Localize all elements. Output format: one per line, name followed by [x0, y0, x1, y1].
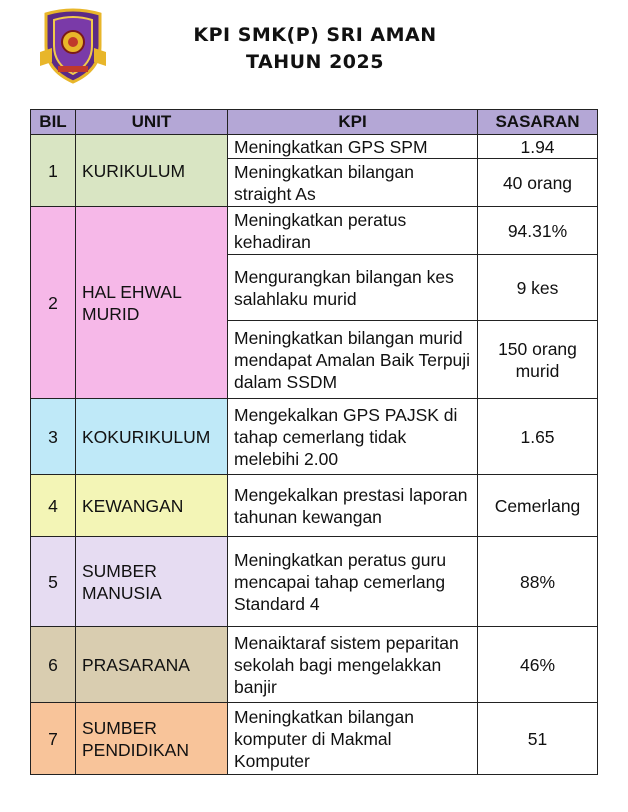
table-row: [31, 537, 598, 627]
school-crest-logo: [38, 8, 108, 84]
sasaran-cell: 1.94: [478, 135, 598, 159]
table-row: [31, 627, 598, 703]
sasaran-cell: 40 orang: [478, 159, 598, 207]
bil-cell: 4: [31, 475, 76, 537]
kpi-cell: Meningkatkan peratus guru mencapai tahap cemerlang Standard 4: [228, 537, 478, 627]
kpi-cell: Mengurangkan bilangan kes salahlaku murid: [228, 255, 478, 321]
bil-cell: 5: [31, 537, 76, 627]
column-header-kpi: KPI: [228, 110, 478, 135]
table-row: [31, 207, 598, 255]
sasaran-cell: 1.65: [478, 399, 598, 475]
sasaran-cell: 150 orang murid: [478, 321, 598, 399]
column-header-unit: UNIT: [76, 110, 228, 135]
sasaran-cell: Cemerlang: [478, 475, 598, 537]
sasaran-cell: 94.31%: [478, 207, 598, 255]
sasaran-cell: 9 kes: [478, 255, 598, 321]
table-row: [31, 475, 598, 537]
table-row: [31, 135, 598, 159]
bil-cell: 6: [31, 627, 76, 703]
kpi-cell: Mengekalkan GPS PAJSK di tahap cemerlang tidak melebihi 2.00: [228, 399, 478, 475]
kpi-cell: Mengekalkan prestasi laporan tahunan kewangan: [228, 475, 478, 537]
table-row: [31, 399, 598, 475]
column-header-bil: BIL: [31, 110, 76, 135]
unit-cell: KEWANGAN: [76, 475, 228, 537]
unit-cell: HAL EHWAL MURID: [76, 207, 228, 399]
kpi-table: [30, 109, 598, 775]
kpi-cell: Meningkatkan GPS SPM: [228, 135, 478, 159]
title-line-1: KPI SMK(P) SRI AMAN: [193, 24, 437, 46]
kpi-cell: Meningkatkan peratus kehadiran: [228, 207, 478, 255]
bil-cell: 1: [31, 135, 76, 207]
sasaran-cell: 46%: [478, 627, 598, 703]
sasaran-cell: 88%: [478, 537, 598, 627]
kpi-cell: Meningkatkan bilangan straight As: [228, 159, 478, 207]
unit-cell: KURIKULUM: [76, 135, 228, 207]
sasaran-cell: 51: [478, 703, 598, 775]
bil-cell: 7: [31, 703, 76, 775]
title-line-2: TAHUN 2025: [246, 51, 384, 73]
kpi-cell: Menaiktaraf sistem peparitan sekolah bagi mengelakkan banjir: [228, 627, 478, 703]
page-title: [150, 22, 480, 76]
column-header-sasaran: SASARAN: [478, 110, 598, 135]
kpi-cell: Meningkatkan bilangan murid mendapat Amalan Baik Terpuji dalam SSDM: [228, 321, 478, 399]
table-row: [31, 703, 598, 775]
unit-cell: SUMBER PENDIDIKAN: [76, 703, 228, 775]
unit-cell: KOKURIKULUM: [76, 399, 228, 475]
bil-cell: 3: [31, 399, 76, 475]
unit-cell: PRASARANA: [76, 627, 228, 703]
bil-cell: 2: [31, 207, 76, 399]
kpi-cell: Meningkatkan bilangan komputer di Makmal Komputer: [228, 703, 478, 775]
table-header-row: [31, 110, 598, 135]
unit-cell: SUMBER MANUSIA: [76, 537, 228, 627]
